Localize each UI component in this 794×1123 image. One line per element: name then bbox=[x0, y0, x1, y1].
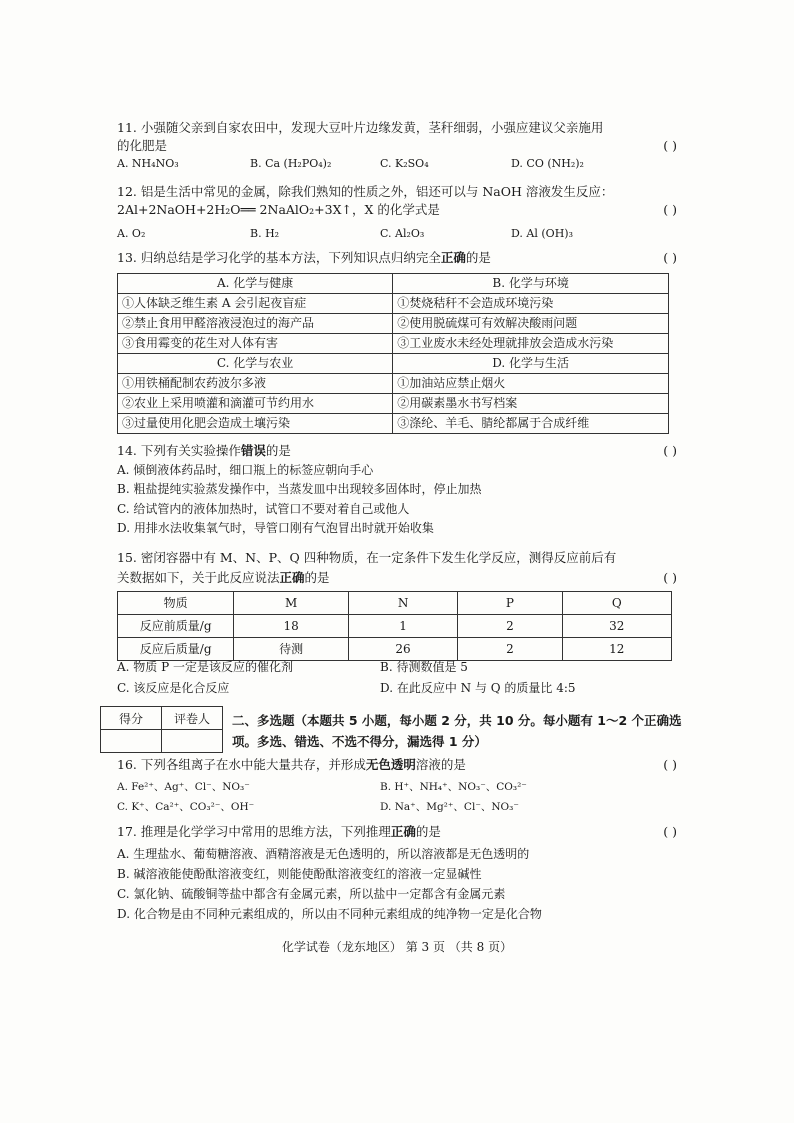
q13-b-item-3: ③工业废水未经处理就排放会造成水污染 bbox=[393, 334, 669, 354]
q15-header-q: Q bbox=[562, 592, 671, 615]
q13-table bbox=[117, 273, 669, 434]
q17-option-d: D. 化合物是由不同种元素组成的，所以由不同种元素组成的纯净物一定是化合物 bbox=[117, 907, 542, 921]
q13-a-item-2: ②禁止食用甲醛溶液浸泡过的海产品 bbox=[118, 314, 393, 334]
page-footer: 化学试卷（龙东地区） 第 3 页 （共 8 页） bbox=[281, 940, 513, 954]
q12-equation: 2Al+2NaOH+2H₂O══ 2NaAlO₂+3X↑，X 的化学式是 bbox=[117, 202, 440, 217]
q14-stem-emphasis: 错误 bbox=[240, 443, 266, 458]
question-11 bbox=[117, 119, 677, 173]
q15-before-m: 18 bbox=[234, 615, 349, 638]
q11-option-d: D. CO (NH₂)₂ bbox=[511, 157, 584, 170]
q15-after-p: 2 bbox=[458, 638, 562, 661]
question-15 bbox=[117, 548, 677, 588]
q15-before-p: 2 bbox=[458, 615, 562, 638]
q15-option-a: A. 物质 P 一定是该反应的催化剂 bbox=[117, 660, 293, 674]
q13-b-item-1: ①焚烧秸秆不会造成环境污染 bbox=[393, 294, 669, 314]
q13-d-item-1: ①加油站应禁止烟火 bbox=[393, 374, 669, 394]
question-13 bbox=[117, 249, 677, 267]
score-box bbox=[100, 706, 223, 753]
q15-header-substance: 物质 bbox=[118, 592, 234, 615]
q11-line1: 11. 小强随父亲到自家农田中，发现大豆叶片边缘发黄，茎秆细弱，小强应建议父亲施用 bbox=[117, 120, 604, 135]
q14-option-c: C. 给试管内的液体加热时，试管口不要对着自己或他人 bbox=[117, 501, 410, 516]
q13-header-a: A. 化学与健康 bbox=[118, 274, 393, 294]
score-label: 得分 bbox=[101, 707, 162, 730]
q15-row-after-label: 反应后质量/g bbox=[118, 638, 234, 661]
q16-option-d: D. Na⁺、Mg²⁺、Cl⁻、NO₃⁻ bbox=[380, 801, 519, 813]
q15-line2-emphasis: 正确 bbox=[279, 570, 305, 585]
q15-line1: 15. 密闭容器中有 M、N、P、Q 四种物质，在一定条件下发生化学反应，测得反应前后有 bbox=[117, 550, 617, 565]
q15-after-m: 待测 bbox=[234, 638, 349, 661]
q14-stem-post: 的是 bbox=[265, 443, 291, 458]
q17-stem-emphasis: 正确 bbox=[390, 824, 416, 839]
q16-option-b: B. H⁺、NH₄⁺、NO₃⁻、CO₃²⁻ bbox=[380, 781, 527, 793]
q16-option-a: A. Fe²⁺、Ag⁺、Cl⁻、NO₃⁻ bbox=[117, 781, 250, 793]
q15-before-n: 1 bbox=[348, 615, 457, 638]
q13-header-d: D. 化学与生活 bbox=[393, 354, 669, 374]
q17-answer-paren[interactable]: ( ) bbox=[663, 824, 677, 839]
q15-line2-pre: 关数据如下，关于此反应说法 bbox=[117, 570, 280, 585]
q14-option-a: A. 倾倒液体药品时，细口瓶上的标签应朝向手心 bbox=[117, 462, 374, 477]
q13-d-item-3: ③涤纶、羊毛、腈纶都属于合成纤维 bbox=[393, 414, 669, 434]
q13-c-item-1: ①用铁桶配制农药波尔多液 bbox=[118, 374, 393, 394]
q16-stem-post: 溶液的是 bbox=[415, 757, 466, 772]
q13-stem-pre: 13. 归纳总结是学习化学的基本方法，下列知识点归纳完全 bbox=[117, 250, 441, 265]
q15-answer-paren[interactable]: ( ) bbox=[663, 570, 677, 585]
q15-header-m: M bbox=[234, 592, 349, 615]
q15-option-b: B. 待测数值是 5 bbox=[380, 660, 468, 674]
q16-option-c: C. K⁺、Ca²⁺、CO₃²⁻、OH⁻ bbox=[117, 801, 255, 813]
q12-option-c: C. Al₂O₃ bbox=[380, 227, 425, 240]
q13-header-c: C. 化学与农业 bbox=[118, 354, 393, 374]
q13-answer-paren[interactable]: ( ) bbox=[663, 250, 677, 265]
q15-option-c: C. 该反应是化合反应 bbox=[117, 681, 230, 695]
q15-option-d: D. 在此反应中 N 与 Q 的质量比 4:5 bbox=[380, 681, 576, 695]
q13-b-item-2: ②使用脱硫煤可有效解决酸雨问题 bbox=[393, 314, 669, 334]
q13-header-b: B. 化学与环境 bbox=[393, 274, 669, 294]
q11-option-c: C. K₂SO₄ bbox=[380, 157, 429, 170]
q12-answer-paren[interactable]: ( ) bbox=[663, 202, 677, 217]
q12-option-a: A. O₂ bbox=[117, 227, 146, 240]
q12-line1: 12. 铝是生活中常见的金属，除我们熟知的性质之外，铝还可以与 NaOH 溶液发生反应： bbox=[117, 184, 614, 199]
q14-option-b: B. 粗盐提纯实验蒸发操作中，当蒸发皿中出现较多固体时，停止加热 bbox=[117, 482, 482, 496]
q15-table bbox=[117, 591, 672, 661]
q13-c-item-3: ③过量使用化肥会造成土壤污染 bbox=[118, 414, 393, 434]
q17-stem-post: 的是 bbox=[415, 824, 441, 839]
question-16 bbox=[117, 756, 677, 818]
q13-c-item-2: ②农业上采用喷灌和滴灌可节约用水 bbox=[118, 394, 393, 414]
q15-line2-post: 的是 bbox=[304, 570, 330, 585]
q14-answer-paren[interactable]: ( ) bbox=[663, 443, 677, 458]
grader-label: 评卷人 bbox=[162, 707, 223, 730]
q13-a-item-3: ③食用霉变的花生对人体有害 bbox=[118, 334, 393, 354]
question-12 bbox=[117, 183, 677, 243]
q17-stem-pre: 17. 推理是化学学习中常用的思维方法，下列推理 bbox=[117, 824, 391, 839]
q11-answer-paren[interactable]: ( ) bbox=[663, 138, 677, 153]
score-cell[interactable] bbox=[101, 730, 162, 753]
q12-option-b: B. H₂ bbox=[250, 227, 280, 240]
q15-after-q: 12 bbox=[562, 638, 671, 661]
q16-answer-paren[interactable]: ( ) bbox=[663, 757, 677, 772]
q15-after-n: 26 bbox=[348, 638, 457, 661]
q13-a-item-1: ①人体缺乏维生素 A 会引起夜盲症 bbox=[118, 294, 393, 314]
grader-cell[interactable] bbox=[162, 730, 223, 753]
q14-stem-pre: 14. 下列有关实验操作 bbox=[117, 443, 241, 458]
q13-stem-post: 的是 bbox=[465, 250, 491, 265]
q14-option-d: D. 用排水法收集氧气时，导管口刚有气泡冒出时就开始收集 bbox=[117, 521, 434, 535]
q12-option-d: D. Al (OH)₃ bbox=[511, 227, 573, 240]
q13-stem-emphasis: 正确 bbox=[440, 250, 466, 265]
q15-header-p: P bbox=[458, 592, 562, 615]
q15-row-before-label: 反应前质量/g bbox=[118, 615, 234, 638]
q15-header-n: N bbox=[348, 592, 457, 615]
question-17 bbox=[117, 822, 677, 924]
q11-option-a: A. NH₄NO₃ bbox=[117, 157, 179, 170]
q13-d-item-2: ②用碳素墨水书写档案 bbox=[393, 394, 669, 414]
section-2-title: 二、多选题（本题共 5 小题，每小题 2 分，共 10 分。每小题有 1～2 个正确选项。多选、错选、不选不得分，漏选得 1 分） bbox=[232, 713, 682, 749]
q17-option-a: A. 生理盐水、葡萄糖溶液、酒精溶液是无色透明的，所以溶液都是无色透明的 bbox=[117, 847, 530, 861]
q11-line2: 的化肥是 bbox=[117, 138, 168, 153]
q15-before-q: 32 bbox=[562, 615, 671, 638]
q16-stem-emphasis: 无色透明 bbox=[365, 757, 416, 772]
q17-option-b: B. 碱溶液能使酚酞溶液变红，则能使酚酞溶液变红的溶液一定显碱性 bbox=[117, 867, 482, 881]
q11-option-b: B. Ca (H₂PO₄)₂ bbox=[250, 157, 332, 170]
q16-stem-pre: 16. 下列各组离子在水中能大量共存，并形成 bbox=[117, 757, 366, 772]
q15-options bbox=[117, 657, 677, 699]
question-14 bbox=[117, 441, 677, 539]
q17-option-c: C. 氯化钠、硫酸铜等盐中都含有金属元素，所以盐中一定都含有金属元素 bbox=[117, 887, 506, 901]
